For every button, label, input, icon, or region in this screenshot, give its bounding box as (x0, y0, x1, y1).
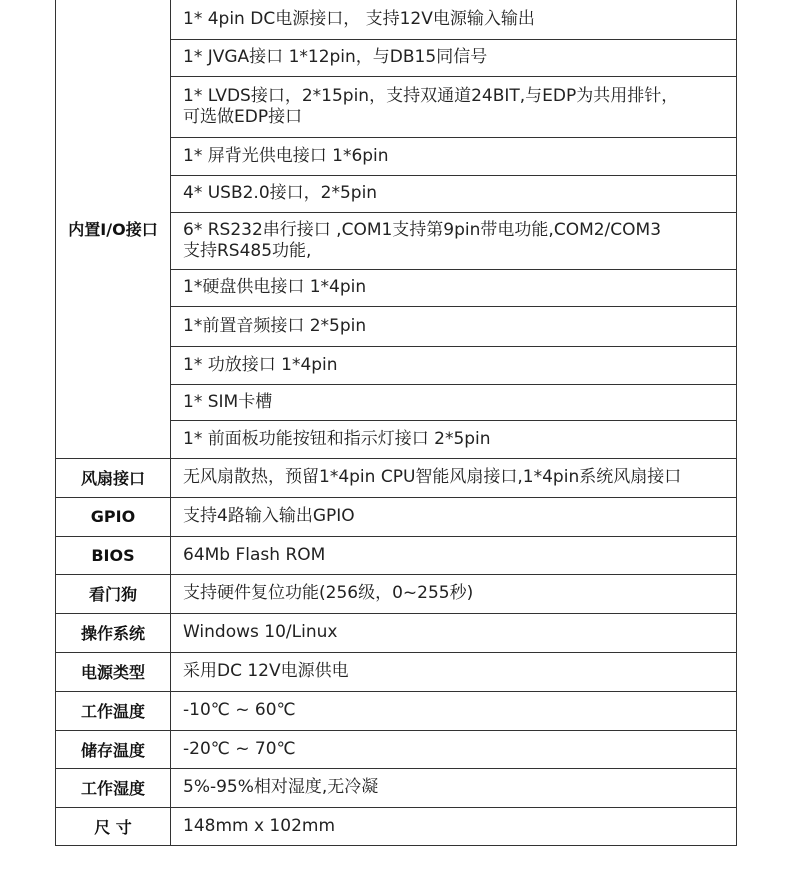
row-label: 看门狗 (56, 574, 171, 613)
io-item: 1* LVDS接口，2*15pin，支持双通道24BIT,与EDP为共用排针， 可选做EDP接口 (171, 76, 737, 137)
row-label: 储存温度 (56, 730, 171, 768)
table-row-gpio (56, 497, 737, 536)
row-label: GPIO (56, 497, 171, 536)
io-item: 6* RS232串行接口 ,COM1支持第9pin带电功能,COM2/COM3 支持RS485功能, (171, 212, 737, 269)
table-row-os (56, 613, 737, 652)
io-item: 1* JVGA接口 1*12pin，与DB15同信号 (171, 39, 737, 76)
io-item: 1*硬盘供电接口 1*4pin (171, 269, 737, 306)
row-value: 5%-95%相对湿度,无冷凝 (171, 768, 737, 807)
io-item: 1* SIM卡槽 (171, 384, 737, 420)
row-label: BIOS (56, 536, 171, 574)
table-row-bios (56, 536, 737, 574)
row-label: 尺 寸 (56, 807, 171, 845)
row-value: 64Mb Flash ROM (171, 536, 737, 574)
row-value: 支持硬件复位功能(256级，0~255秒) (171, 574, 737, 613)
spec-table (55, 0, 737, 846)
row-value: 采用DC 12V电源供电 (171, 652, 737, 691)
io-item: 4* USB2.0接口，2*5pin (171, 175, 737, 212)
table-row-storage-temp (56, 730, 737, 768)
io-item: 1* 屏背光供电接口 1*6pin (171, 137, 737, 175)
io-item: 1* 4pin DC电源接口， 支持12V电源输入输出 (171, 0, 737, 39)
row-label: 风扇接口 (56, 458, 171, 497)
table-row-humidity (56, 768, 737, 807)
row-value: 148mm x 102mm (171, 807, 737, 845)
io-label: 内置I/O接口 (56, 0, 171, 458)
row-value: 无风扇散热，预留1*4pin CPU智能风扇接口,1*4pin系统风扇接口 (171, 458, 737, 497)
row-label: 电源类型 (56, 652, 171, 691)
table-row-size (56, 807, 737, 845)
table-row-watchdog (56, 574, 737, 613)
table-row-power (56, 652, 737, 691)
io-item: 1* 功放接口 1*4pin (171, 346, 737, 384)
io-item: 1* 前面板功能按钮和指示灯接口 2*5pin (171, 420, 737, 458)
row-label: 工作湿度 (56, 768, 171, 807)
row-value: 支持4路输入输出GPIO (171, 497, 737, 536)
table-row-operating-temp (56, 691, 737, 730)
table-row-fan (56, 458, 737, 497)
io-item: 1*前置音频接口 2*5pin (171, 306, 737, 346)
row-value: Windows 10/Linux (171, 613, 737, 652)
row-value: -10℃ ~ 60℃ (171, 691, 737, 730)
row-label: 操作系统 (56, 613, 171, 652)
table-row (56, 0, 737, 39)
row-label: 工作温度 (56, 691, 171, 730)
row-value: -20℃ ~ 70℃ (171, 730, 737, 768)
